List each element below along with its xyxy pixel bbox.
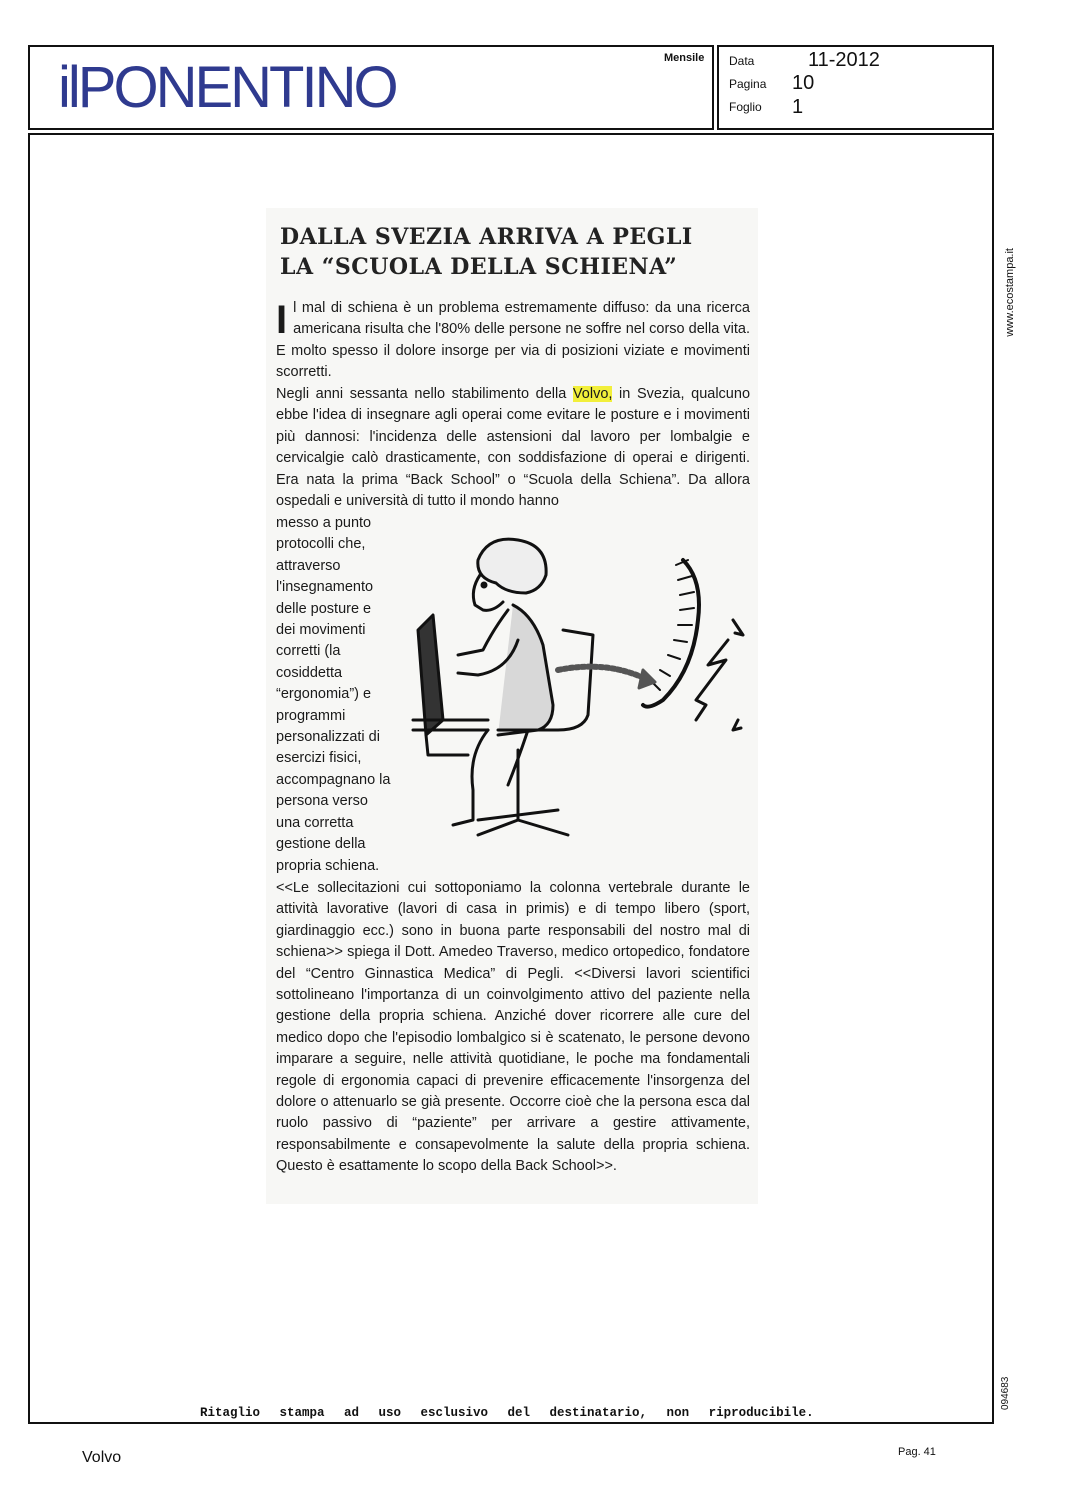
sheet-label: Foglio [729, 100, 762, 114]
paragraph-2-after: in Svezia, qualcuno ebbe l'idea di insegnare agli operai come evitare le posture e i movimenti più dannosi: l'incidenza delle astensioni dal lavoro per lombalgie e cervicalgie calò drasticamente, con soddisfazione di operai e dirigenti. Era nata la prima “Back School” o “Scuola della Schiena”. Da allora ospedali e università di tutto il mondo hanno [276, 386, 751, 510]
client-name: Volvo [82, 1449, 122, 1466]
headline-line-2: LA “SCUOLA DELLA SCHIENA” [280, 254, 678, 280]
paragraph-2-before: Negli anni sessanta nello stabilimento della [276, 386, 573, 402]
drop-cap: I [276, 298, 288, 342]
paragraph-1-text: l mal di schiena è un problema estremamente diffuso: da una ricerca americana risulta che l'80% delle persone ne soffre nel corso della vita. E molto spesso il dolore insorge per via di posizioni viziate e movimenti scorretti. [276, 300, 750, 381]
logo-prefix: il [58, 55, 78, 120]
page-number: Pag. 41 [898, 1446, 936, 1458]
paragraph-3: messo a punto protocolli che, attraverso l'insegnamento delle posture e dei movimenti corretti (la cosiddetta “ergonomia”) e programmi personalizzati di esercizi fisici, accompagnano la persona verso una corretta gestione della propria schiena. [276, 515, 391, 874]
reproduction-notice: Ritaglio stampa ad uso esclusivo del destinatario, non riproducibile. [200, 1406, 814, 1420]
frequency-label: Mensile [664, 52, 705, 64]
side-code-text: 094683 [1000, 1376, 1011, 1410]
highlighted-keyword: Volvo, [572, 386, 613, 402]
date-label: Data [729, 54, 755, 68]
paragraph-4: <<Le sollecitazioni cui sottoponiamo la colonna vertebrale durante le attività lavorative (lavori di casa in primis) e di tempo libero (sport, giardinaggio ecc.) sono in buona parte responsabili del nostro mal di schiena>> spiega il Dott. Amedeo Traverso, medico ortopedico, fondatore del “Centro Ginnastica Medica” di Pegli. <<Diversi lavori scientifici sottolineano l'importanza di un coinvolgimento attivo del paziente nella gestione della propria schiena. Anziché dover ricorrere alle cure del medico dopo che l'episodio lombalgico si è scatenato, le persone devono imparare a seguire, nelle attività quotidiane, le poche ma fondamentali regole di ergonomia capaci di prevenire efficacemente l'insorgenza del dolore o attenuarlo se già presente. Occorre cioè che la persona esca dal ruolo passivo di “paziente” per arrivare a gestire attivamente, responsabilmente e consapevolmente la salute della propria schiena. Questo è esattamente lo scopo della Back School>>. [276, 880, 750, 1175]
article-headline [280, 222, 750, 282]
paragraph-1 [276, 298, 750, 384]
date-value: 11-2012 [808, 49, 880, 71]
newspaper-logo [58, 56, 396, 120]
illustration-woman-at-computer [408, 520, 753, 860]
paragraph-2 [276, 384, 750, 512]
page-label: Pagina [729, 77, 767, 91]
headline-line-1: DALLA SVEZIA ARRIVA A PEGLI [280, 224, 693, 250]
side-url [994, 248, 1014, 356]
side-url-text: www.ecostampa.it [1004, 248, 1016, 337]
page-value: 10 [792, 72, 815, 94]
sheet-value: 1 [792, 96, 804, 118]
logo-main: PONENTINO [77, 55, 396, 120]
